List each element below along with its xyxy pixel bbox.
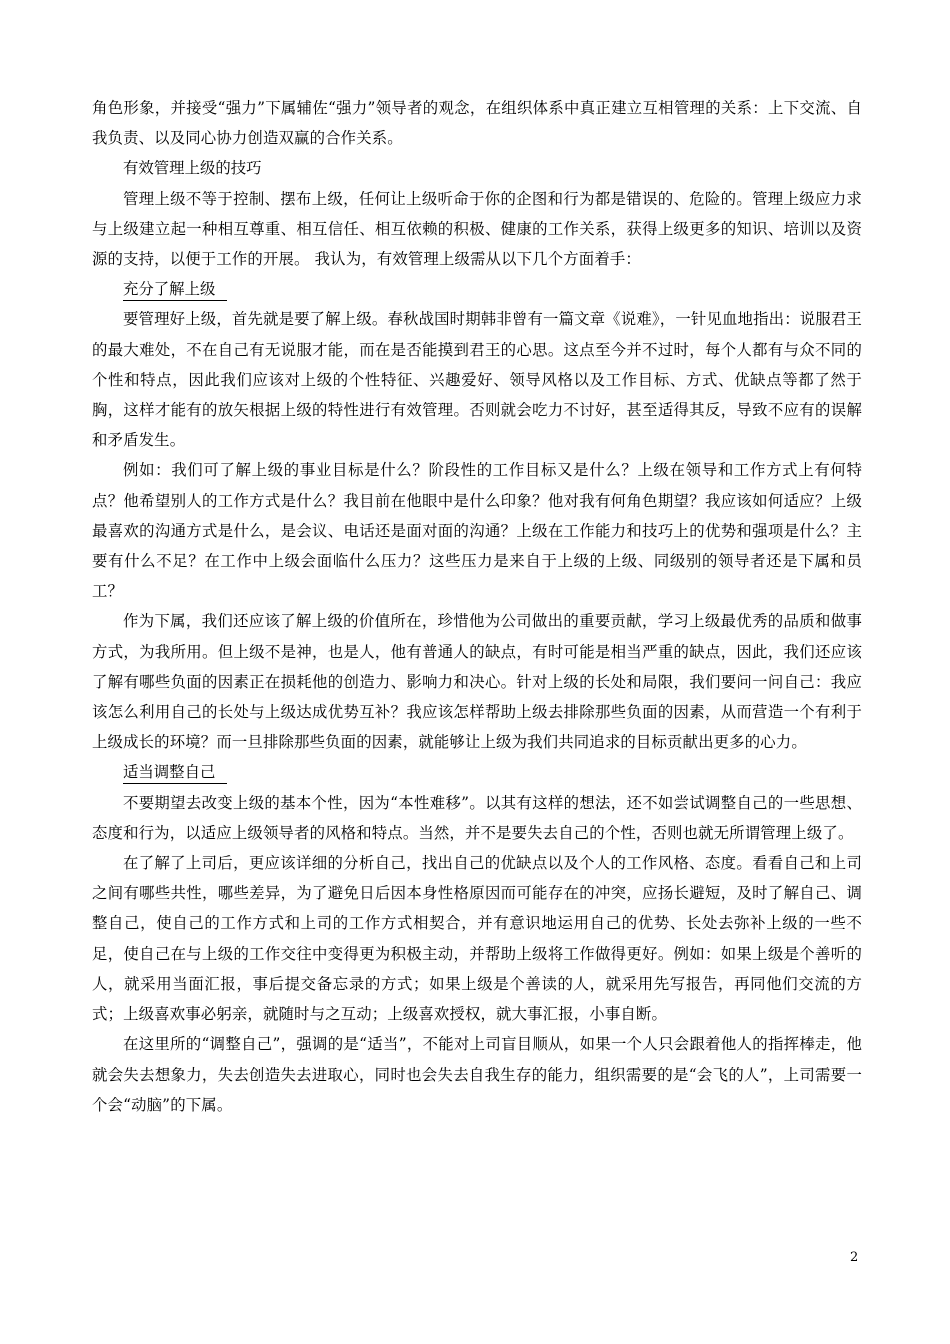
- paragraph-intro: 角色形象，并接受“强力”下属辅佐“强力”领导者的观念，在组织体系中真正建立互相管理的关系：上下交流、自我负责、以及同心协力创造双赢的合作关系。: [92, 99, 862, 148]
- paragraph-adjust-3: 在这里所的“调整自己”，强调的是“适当”，不能对上司盲目顺从，如果一个人只会跟着他人的指挥棒走，他就会失去想象力，失去创造失去进取心，同时也会失去自我生存的能力，组织需要的是“会飞的人”，上司需要一个会“动脑”的下属。: [92, 1035, 862, 1114]
- page-number: 2: [850, 1250, 859, 1265]
- paragraph-techniques: 管理上级不等于控制、摆布上级，任何让上级听命于你的企图和行为都是错误的、危险的。管理上级应力求与上级建立起一种相互尊重、相互信任、相互依赖的积极、健康的工作关系，获得上级更多的知识、培训以及资源的支持，以便于工作的开展。 我认为，有效管理上级需从以下几个方面着手：: [92, 189, 862, 269]
- paragraph-understand-2: 例如：我们可了解上级的事业目标是什么？阶段性的工作目标又是什么？上级在领导和工作方式上有何特点？他希望别人的工作方式是什么？我目前在他眼中是什么印象？他对我有何角色期望？我应该如何适应？上级最喜欢的沟通方式是什么，是会议、电话还是面对面的沟通？上级在工作能力和技巧上的优势和强项是什么？主要有什么不足？在工作中上级会面临什么压力？这些压力是来自于上级的上级、同级别的领导者还是下属和员工？: [92, 461, 862, 601]
- paragraph-adjust-2: 在了解了上司后，更应该详细的分析自己，找出自己的优缺点以及个人的工作风格、态度。看看自己和上司之间有哪些共性，哪些差异，为了避免日后因本身性格原因而可能存在的冲突，应扬长避短，及时了解自己、调整自己，使自己的工作方式和上司的工作方式相契合，并有意识地运用自己的优势、长处去弥补上级的一些不足，使自己在与上级的工作交往中变得更为积极主动，并帮助上级将工作做得更好。例如：如果上级是个善听的人，就采用当面汇报，事后提交备忘录的方式；如果上级是个善读的人，就采用先写报告，再同他们交流的方式；上级喜欢事必躬亲，就随时与之互动；上级喜欢授权，就大事汇报，小事自断。: [92, 854, 862, 1024]
- subheading-understand-text: 充分了解上级: [123, 278, 227, 301]
- subheading-understand: [92, 274, 862, 304]
- subheading-adjust: [92, 757, 862, 787]
- paragraph-adjust-1: 不要期望去改变上级的基本个性，因为“本性难移”。以其有这样的想法，还不如尝试调整自己的一些思想、态度和行为，以适应上级领导者的风格和特点。当然，并不是要失去自己的个性，否则也就无所谓管理上级了。: [92, 793, 862, 842]
- paragraph-understand-1: 要管理好上级，首先就是要了解上级。春秋战国时期韩非曾有一篇文章《说难》，一针见血地指出：说服君王的最大难处，不在自己有无说服才能，而在是否能摸到君王的心思。这点至今并不过时，每个人都有与众不同的个性和特点，因此我们应该对上级的个性特征、兴趣爱好、领导风格以及工作目标、方式、优缺点等都了然于胸，这样才能有的放矢根据上级的特性进行有效管理。否则就会吃力不讨好，甚至适得其反，导致不应有的误解和矛盾发生。: [92, 310, 862, 450]
- heading-techniques: 有效管理上级的技巧: [123, 159, 262, 178]
- paragraph-understand-3: 作为下属，我们还应该了解上级的价值所在，珍惜他为公司做出的重要贡献，学习上级最优秀的品质和做事方式，为我所用。但上级不是神，也是人，他有普通人的缺点，有时可能是相当严重的缺点，因此，我们还应该了解有哪些负面的因素正在损耗他的创造力、影响力和决心。针对上级的长处和局限，我们要问一问自己：我应该怎么利用自己的长处与上级达成优势互补？我应该怎样帮助上级去排除那些负面的因素，从而营造一个有利于上级成长的环境？而一旦排除那些负面的因素，就能够让上级为我们共同追求的目标贡献出更多的心力。: [92, 612, 862, 752]
- document-body: [92, 93, 862, 1120]
- subheading-adjust-text: 适当调整自己: [123, 761, 227, 784]
